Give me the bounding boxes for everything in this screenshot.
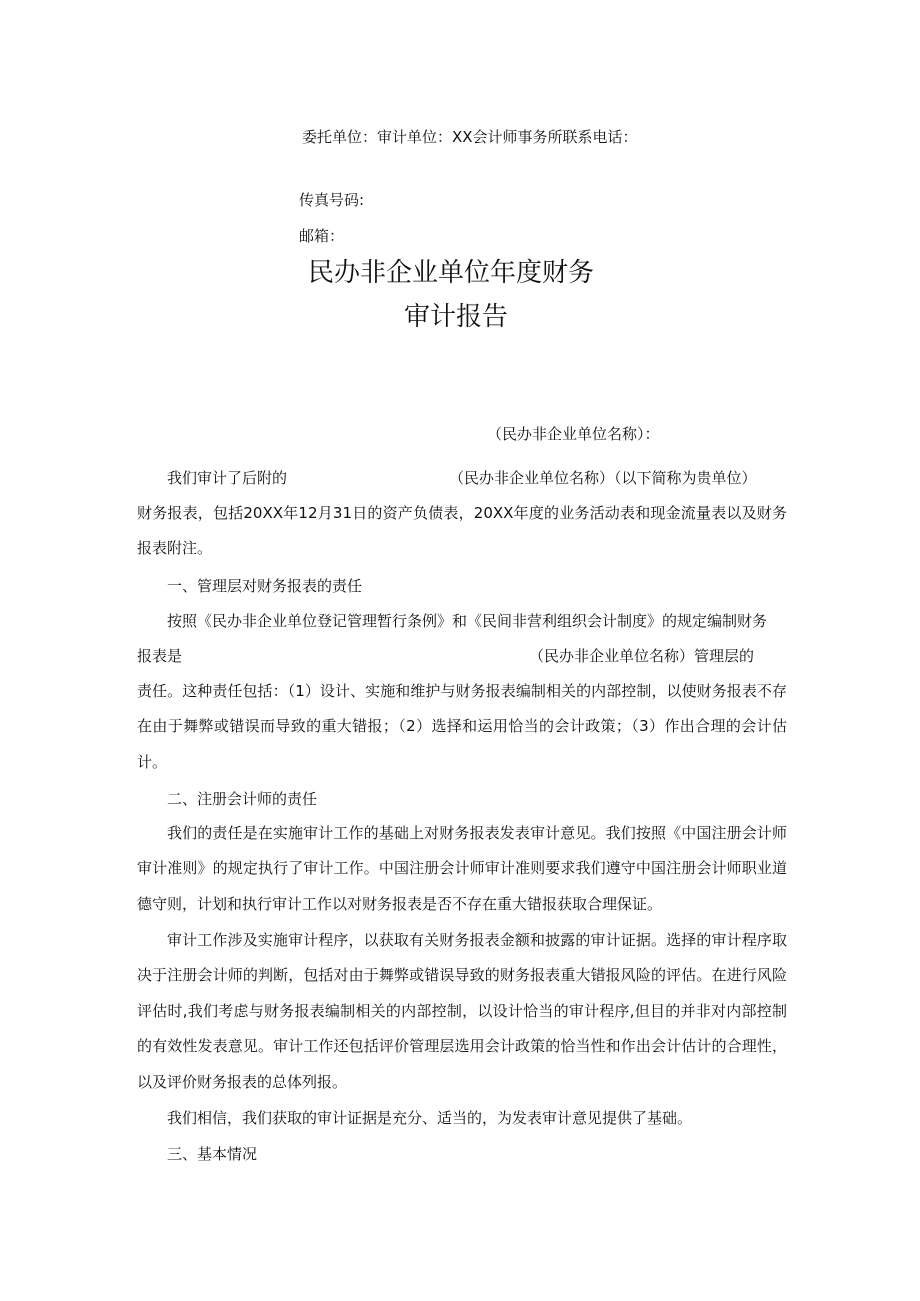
fax-label: 传真号码: xyxy=(299,191,365,209)
intro-paragraph-rest: 财务报表，包括20XX年12月31日的资产负债表，20XX年度的业务活动表和现金流量表以及财务报表附注。 xyxy=(137,504,787,558)
section2-heading: 二、注册会计师的责任 xyxy=(167,790,318,808)
section1-paragraph-rest: 责任。这种责任包括：（1）设计、实施和维护与财务报表编制相关的内部控制，以使财务报表不存在由于舞弊或错误而导致的重大错报；（2）选择和运用恰当的会计政策；（3）作出合理的会计估计。 xyxy=(137,682,787,771)
section2-paragraph1: 我们的责任是在实施审计工作的基础上对财务报表发表审计意见。我们按照《中国注册会计师审计准则》的规定执行了审计工作。中国注册会计师审计准则要求我们遵守中国注册会计师职业道德守则，计划和执行审计工作以对财务报表是否不存在重大错报获取合理保证。 xyxy=(137,824,787,913)
client-auditor-line: 委托单位：审计单位：XX会计师事务所联系电话： xyxy=(302,128,638,146)
intro-line1-start: 我们审计了后附的 xyxy=(167,469,288,487)
section1-heading: 一、管理层对财务报表的责任 xyxy=(167,577,363,595)
section1-line2-end: （民办非企业单位名称）管理层的 xyxy=(529,647,755,665)
email-label: 邮箱： xyxy=(299,227,345,245)
section1-line2-start: 报表是 xyxy=(137,647,183,665)
section1-line1: 按照《民办非企业单位登记管理暂行条例》和《民间非营利组织会计制度》的规定编制财务 xyxy=(167,612,768,630)
intro-line1-end: （民办非企业单位名称）（以下简称为贵单位） xyxy=(449,469,757,487)
section2-paragraph2: 审计工作涉及实施审计程序，以获取有关财务报表金额和披露的审计证据。选择的审计程序取决于注册会计师的判断，包括对由于舞弊或错误导致的财务报表重大错报风险的评估。在进行风险评估时,我们考虑与财务报表编制相关的内部控制，以设计恰当的审计程序,但目的并非对内部控制的有效性发表意见。审计工作还包括评价管理层选用会计政策的恰当性和作出会计估计的合理性，以及评价财务报表的总体列报。 xyxy=(137,931,787,1091)
salutation: （民办非企业单位名称）： xyxy=(487,425,660,443)
report-title-line2: 审计报告 xyxy=(404,302,509,332)
section2-paragraph3: 我们相信，我们获取的审计证据是充分、适当的，为发表审计意见提供了基础。 xyxy=(167,1109,693,1127)
report-title-line1: 民办非企业单位年度财务 xyxy=(308,258,595,288)
section3-heading: 三、基本情况 xyxy=(167,1145,258,1163)
